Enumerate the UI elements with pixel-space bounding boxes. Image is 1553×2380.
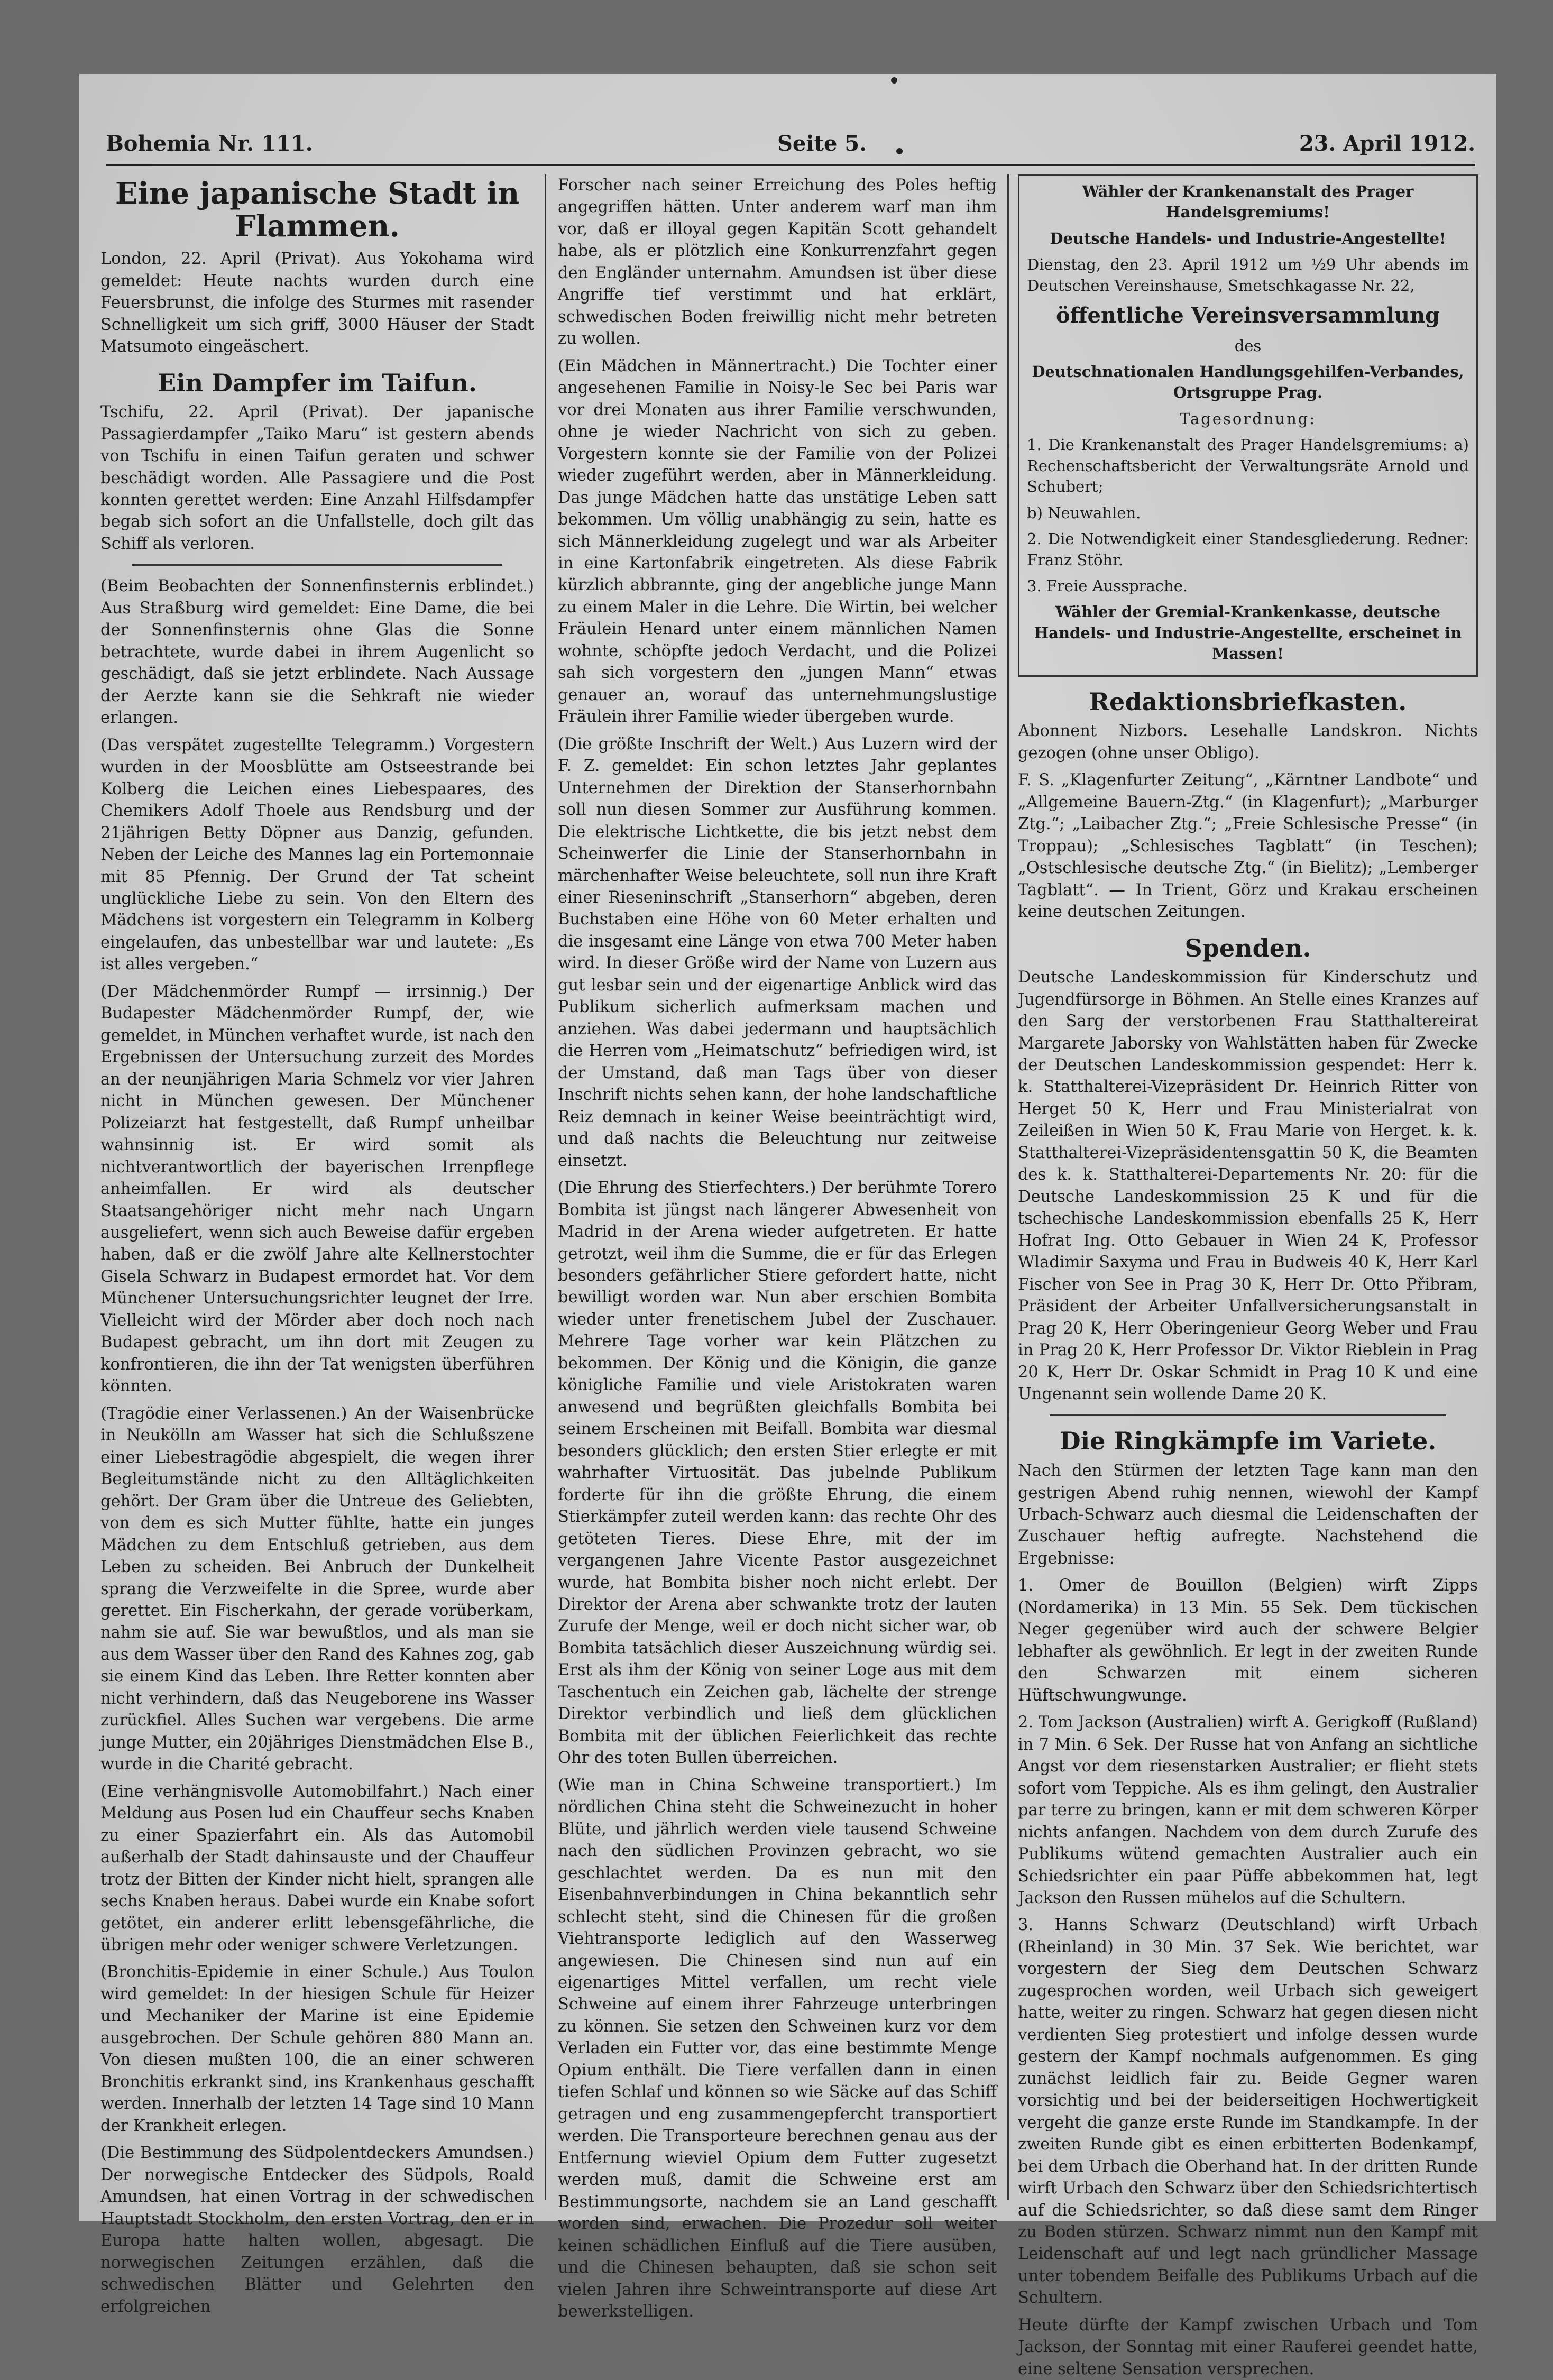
- column-rule: [545, 174, 546, 2200]
- column-3: [1018, 174, 1478, 2378]
- article-paragraph: Tschifu, 22. April (Privat). Der japanische Passagierdampfer „Taiko Maru“ ist gestern abends von Tschifu in einen Taifun geraten und schwer beschädigt worden. Alle Passagiere und die Post konnten gerettet werden: Eine Anzahl Hilfsdampfer begab sich sofort an die Unfallstelle, doch gilt das Schiff als verloren.: [100, 403, 534, 553]
- column-rule: [1007, 174, 1009, 2200]
- section-divider: [132, 564, 502, 566]
- meeting-announcement: [1018, 174, 1478, 677]
- announcement-line: Wähler der Gremial-Krankenkasse, deutsche Handels- und Industrie-Angestellte, erscheinet in Massen!: [1034, 603, 1462, 663]
- announcement-line: Deutsche Handels- und Industrie-Angestellte!: [1050, 229, 1446, 247]
- article-paragraph: (Die größte Inschrift der Welt.) Aus Luzern wird der F. Z. gemeldet: Ein schon letztes Jahr geplantes Unternehmen der Direktion der Stanserhornbahn soll nun diesen Sommer zur Ausführung kommen. Die elektrische Lichtkette, die bis jetzt nebst dem Scheinwerfer die Linie der Stanserhornbahn in märchenhafter Weise beleuchtete, soll nun ihre Kraft einer Rieseninschrift „Stanserhorn“ abgeben, deren Buchstaben eine Höhe von 60 Meter erhalten und die insgesamt eine Länge von etwa 700 Meter haben wird. In dieser Größe wird der Name von Luzern aus gut lesbar sein und der eigenartige Anblick wird das Publikum sicherlich aufmerksam machen und anziehen. Was dabei jedermann und hauptsächlich die Herren vom „Heimatschutz“ befriedigen wird, ist der Umstand, daß man Tags über von dieser Inschrift nichts sehen kann, der hohe landschaftliche Reiz demnach in keiner Weise beeinträchtigt wird, und daß nachts die Beleuchtung nur zeitweise einsetzt.: [558, 734, 997, 1170]
- article-paragraph: F. S. „Klagenfurter Zeitung“, „Kärntner Landbote“ und „Allgemeine Bauern-Ztg.“ (in Klagenfurt); „Marburger Ztg.“; „Laibacher Ztg.“; „Freie Schlesische Presse“ (in Troppau); „Schlesisches Tagblatt“ (in Teschen); „Ostschlesische deutsche Ztg.“ (in Bielitz); „Lemberger Tagblatt“. — In Trient, Görz und Krakau erscheinen keine deutschen Zeitungen.: [1018, 771, 1478, 922]
- article-paragraph: 3. Hanns Schwarz (Deutschland) wirft Urbach (Rheinland) in 30 Min. 37 Sek. Wie berichtet, war vorgestern der Sieg dem Deutschen Schwarz zugesprochen worden, weil Urbach sich geweigert hatte, weiter zu ringen. Schwarz hat gegen diesen nicht verdienten Sieg protestiert und infolge dessen wurde gestern der Kampf nochmals aufgenommen. Es ging zunächst leidlich fair zu. Beide Gegner waren vorsichtig und bei der beiderseitigen Hochwertigkeit vergeht die ganze erste Runde im Standkampfe. In der zweiten Runde gibt es einen erbitterten Bodenkampf, bei dem Urbach die Oberhand hat. In der dritten Runde wirft Urbach den Schwarz über den Schiedsrichtertisch auf die Schiedsrichter, so daß diese samt dem Ringer zu Boden stürzen. Schwarz nimmt nun den Kampf mit Leidenschaft auf und legt nach gründlicher Massage unter tobendem Beifalle des Publikums Urbach auf die Schultern.: [1018, 1916, 1478, 2308]
- article-paragraph: Forscher nach seiner Erreichung des Poles heftig angegriffen hätten. Unter anderem warf man ihm vor, daß er illoyal gegen Kapitän Scott gehandelt habe, als er plötzlich eine Konkurrenzfahrt gegen den Engländer unternahm. Amundsen ist über diese Angriffe tief verstimmt und hat erklärt, schwedischen Boden freiwillig nicht mehr betreten zu wollen.: [558, 176, 997, 348]
- article-paragraph: (Die Bestimmung des Südpolentdeckers Amundsen.) Der norwegische Entdecker des Südpols, Roald Amundsen, hat einen Vortrag in der schwedischen Hauptstadt Stockholm, den ersten Vortrag, den er in Europa hatte halten wollen, abgesagt. Die norwegischen Zeitungen erzählen, daß die schwedischen Blätter und Gelehrten den erfolgreichen: [100, 2144, 534, 2316]
- article-paragraph: Abonnent Nizbors. Lesehalle Landskron. Nichts gezogen (ohne unser Obligo).: [1018, 722, 1478, 762]
- article-headline: Eine japanische Stadt in Flammen.: [115, 176, 520, 244]
- announcement-line: Deutschnationalen Handlungsgehilfen-Verbandes, Ortsgruppe Prag.: [1032, 363, 1464, 402]
- announcement-line: des: [1234, 336, 1262, 355]
- masthead-left: Bohemia Nr. 111.: [106, 131, 313, 156]
- article-headline: Ein Dampfer im Taifun.: [158, 368, 477, 397]
- page-number: Seite 5.: [777, 131, 867, 156]
- article-paragraph: (Die Ehrung des Stierfechters.) Der berühmte Torero Bombita ist jüngst nach längerer Abwesenheit von Madrid in der Arena wieder aufgetreten. Er hatte getrotzt, weil ihm die Summe, die er für das Erlegen besonders gefährlicher Stiere gefordert hatte, nicht bewilligt worden war. Nun aber erschien Bombita wieder unter frenetischem Jubel der Zuschauer. Mehrere Tage vorher war kein Plätzchen zu bekommen. Der König und die Königin, die ganze königliche Familie und viele Aristokraten waren anwesend und begrüßten gleichfalls Bombita bei seinem Erscheinen mit Beifall. Bombita war diesmal besonders glücklich; den ersten Stier erlegte er mit wahrhafter Virtuosität. Das jubelnde Publikum forderte für ihn die größte Ehrung, die einem Stierkämpfer zuteil werden kann: das rechte Ohr des getöteten Tieres. Diese Ehre, mit der im vergangenen Jahre Vicente Pastor ausgezeichnet wurde, hat Bombita bisher noch nicht erlebt. Der Direktor der Arena aber schwankte trotz der lauten Zurufe der Menge, weil er doch nicht sicher war, ob Bombita tatsächlich dieser Auszeichnung würdig sei. Erst als ihm der König von seiner Loge aus mit dem Taschentuch ein Zeichen gab, lächelte der strenge Direktor verbindlich und ließ dem glücklichen Bombita mit der üblichen Feierlichkeit das rechte Ohr des toten Bullen überreichen.: [558, 1179, 997, 1768]
- masthead: [106, 127, 1475, 166]
- article-paragraph: Deutsche Landeskommission für Kinderschutz und Jugendfürsorge in Böhmen. An Stelle eines Kranzes auf den Sarg der verstorbenen Frau Statthaltereirat Margarete Jaborsky von Wahlstätten haben für Zwecke der Deutschen Landeskommission gespendet: Herr k. k. Statthalterei-Vizepräsident Dr. Heinrich Ritter von Herget 50 K, Herr und Frau Ministerialrat von Zeileißen in Wien 50 K, Frau Marie von Herget. k. k. Statthalterei-Vizepräsidentensgattin 50 K, die Beamten des k. k. Statthalterei-Departements Nr. 20: für die Deutsche Landeskommission 25 K und für die tschechische Landeskommission ebenfalls 25 K, Herr Hofrat Ing. Otto Gebauer in Wien 24 K, Professor Wladimir Saxyma und Frau in Budweis 40 K, Herr Karl Fischer von See in Prag 30 K, Herr Dr. Otto Přibram, Präsident der Arbeiter Unfallversicherungsanstalt in Prag 20 K, Herr Oberingenieur Georg Weber und Frau in Prag 20 K, Herr Professor Dr. Viktor Rieblein in Prag 20 K, Herr Dr. Oskar Schmidt in Prag 10 K und eine Ungenannt sein wollende Dame 20 K.: [1018, 968, 1478, 1404]
- article-headline: Die Ringkämpfe im Variete.: [1059, 1427, 1437, 1456]
- announcement-line: 3. Freie Aussprache.: [1027, 576, 1188, 595]
- article-paragraph: (Ein Mädchen in Männertracht.) Die Tochter einer angesehenen Familie in Noisy-le Sec bei Paris war vor drei Monaten aus ihrer Familie verschwunden, ohne je wieder Nachricht von sich zu geben. Vorgestern konnte sie der Familie von der Polizei wieder zugeführt werden, aber in Männerkleidung. Das junge Mädchen hatte das unstätige Leben satt bekommen. Um völlig unabhängig zu sein, hatte es sich Männerkleidung zugelegt und war als Arbeiter in eine Kartonfabrik eingetreten. Als diese Fabrik kürzlich abbrannte, ging der angebliche junge Mann zu einem Maler in die Lehre. Die Wirtin, bei welcher Fräulein Henard unter einem männlichen Namen wohnte, schöpfte jedoch Verdacht, und die Polizei sah sich vorgestern den „jungen Mann“ etwas genauer an, worauf das unternehmungslustige Fräulein ihrer Familie wieder übergeben wurde.: [558, 356, 997, 727]
- column-2: [558, 174, 997, 2321]
- article-paragraph: (Wie man in China Schweine transportiert.) Im nördlichen China steht die Schweinezucht in hoher Blüte, und jährlich werden viele tausend Schweine nach den südlichen Provinzen gebracht, wo sie geschlachtet werden. Da es nun mit den Eisenbahnverbindungen in China bekanntlich sehr schlecht steht, sind die Chinesen für die großen Viehtransporte lediglich auf den Wasserweg angewiesen. Die Chinesen sind nun auf ein eigenartiges Mittel verfallen, um recht viele Schweine auf einem ihrer Fahrzeuge unterbringen zu können. Sie setzen den Schweinen kurz vor dem Verladen ein Futter vor, das eine bestimmte Menge Opium enthält. Die Tiere verfallen dann in einen tiefen Schlaf und können so wie Säcke auf das Schiff getragen und eng zusammengepfercht transportiert werden. Die Transporteure berechnen genau aus der Entfernung wieviel Opium dem Futter zugesetzt werden muß, damit die Schweine erst am Bestimmungsorte, nachdem sie an Land geschafft worden sind, erwachen. Die Prozedur soll weiter keinen schädlichen Einfluß auf die Tiere ausüben, und die Chinesen behaupten, daß sie schon seit vielen Jahren ihre Schweintransporte auf diese Art bewerkstelligen.: [558, 1776, 997, 2321]
- article-paragraph: (Bronchitis-Epidemie in einer Schule.) Aus Toulon wird gemeldet: In der hiesigen Schule für Heizer und Mechaniker der Marine ist eine Epidemie ausgebrochen. Der Schule gehören 880 Mann an. Von diesen mußten 100, die an einer schweren Bronchitis erkrankt sind, ins Krankenhaus geschafft werden. Innerhalb der letzten 14 Tage sind 10 Mann der Krankheit erlegen.: [100, 1963, 534, 2135]
- article-paragraph: (Eine verhängnisvolle Automobilfahrt.) Nach einer Meldung aus Posen lud ein Chauffeur sechs Knaben zu einer Spazierfahrt ein. Als das Automobil außerhalb der Stadt dahinsauste und der Chauffeur trotz der Bitten der Kinder nicht hielt, sprangen alle sechs Knaben heraus. Dabei wurde ein Knabe sofort getötet, ein anderer erlitt lebensgefährliche, die übrigen mehr oder weniger schwere Verletzungen.: [100, 1782, 534, 1954]
- issue-date: 23. April 1912.: [1299, 131, 1475, 156]
- article-headline: Redaktionsbriefkasten.: [1089, 687, 1407, 716]
- article-paragraph: London, 22. April (Privat). Aus Yokohama wird gemeldet: Heute nachts wurden durch eine Feuersbrunst, die infolge des Sturmes mit rasender Schnelligkeit um sich griff, 3000 Häuser der Stadt Matsumoto eingeäschert.: [100, 250, 534, 356]
- article-paragraph: Heute dürfte der Kampf zwischen Urbach und Tom Jackson, der Sonntag mit einer Rauferei geendet hatte, eine seltene Sensation versprechen.: [1018, 2315, 1478, 2378]
- announcement-line: Dienstag, den 23. April 1912 um ½9 Uhr abends im Deutschen Vereinshause, Smetschkagasse Nr. 22,: [1027, 255, 1469, 295]
- article-paragraph: (Der Mädchenmörder Rumpf — irrsinnig.) Der Budapester Mädchenmörder Rumpf, der, wie gemeldet, in München verhaftet wurde, ist nach den Ergebnissen der Untersuchung zurzeit des Mordes an der neunjährigen Maria Schmelz vor vier Jahren nicht in München gewesen. Der Münchener Polizeiarzt hat festgestellt, daß Rumpf unheilbar wahnsinnig ist. Er wird somit als nichtverantwortlich der bayerischen Irrenpflege anheimfallen. Er wird als deutscher Staatsangehöriger nicht mehr nach Ungarn ausgeliefert, wenn sich auch Beweise dafür ergeben haben, daß er die zwölf Jahre alte Kellnerstochter Gisela Schwarz in Budapest ermordet hat. Vor dem Münchener Untersuchungsrichter leugnet der Irre. Vielleicht wird der Mörder aber doch noch nach Budapest gebracht, um ihn dort mit Zeugen zu konfrontieren, die ihn der Tat wenigsten überführen könnten.: [100, 982, 534, 1396]
- announcement-line: öffentliche Vereinsversammlung: [1055, 303, 1440, 328]
- ink-spot: [891, 77, 897, 84]
- article-paragraph: Nach den Stürmen der letzten Tage kann man den gestrigen Abend ruhig nennen, wiewohl der Kampf Urbach-Schwarz auch diesmal die Leidenschaften der Zuschauer heftig aufregte. Nachstehend die Ergebnisse:: [1018, 1462, 1478, 1568]
- article-headline: Spenden.: [1184, 933, 1311, 962]
- announcement-line: Wähler der Krankenanstalt des Prager Handelsgremiums!: [1082, 182, 1414, 222]
- column-1: [100, 174, 534, 2316]
- article-paragraph: 2. Tom Jackson (Australien) wirft A. Gerigkoff (Rußland) in 7 Min. 6 Sek. Der Russe hat von Anfang an sichtliche Angst vor dem riesenstarken Australier; er flieht stets sofort vom Teppiche. Als es ihm gelingt, den Australier par terre zu bringen, kann er mit dem schweren Körper nichts anfangen. Nachdem von dem durch Zurufe des Publikums wütend gemachten Australier auch ein Schiedsrichter ein paar Püffe abbekommen hat, legt Jackson den Russen mühelos auf die Schultern.: [1018, 1713, 1478, 1907]
- article-paragraph: (Beim Beobachten der Sonnenfinsternis erblindet.) Aus Straßburg wird gemeldet: Eine Dame, die bei der Sonnenfinsternis ohne Glas die Sonne betrachtete, wurde dabei in ihrem Augenlicht so geschädigt, daß sie jetzt erblindete. Nach Aussage der Aerzte kann sie die Sehkraft nie wieder erlangen.: [100, 577, 534, 728]
- announcement-line: Tagesordnung:: [1179, 409, 1317, 428]
- announcement-line: 1. Die Krankenanstalt des Prager Handelsgremiums: a) Rechenschaftsbericht der Verwaltungsräte Arnold und Schubert;: [1027, 436, 1469, 496]
- announcement-line: b) Neuwahlen.: [1027, 503, 1141, 522]
- section-divider: [1050, 1414, 1446, 1416]
- article-paragraph: (Das verspätet zugestellte Telegramm.) Vorgestern wurden in der Moosblütte am Ostseestrande bei Kolberg die Leichen eines Liebespaares, des Chemikers Adolf Thoele aus Rendsburg und der 21jährigen Betty Döpner aus Danzig, gefunden. Neben der Leiche des Mannes lag ein Portemonnaie mit 85 Pfennig. Der Grund der Tat scheint unglückliche Liebe zu sein. Von den Eltern des Mädchens ist vorgestern ein Telegramm in Kolberg eingelaufen, das unbestellbar war und lautete: „Es ist alles vergeben.“: [100, 736, 534, 974]
- article-paragraph: 1. Omer de Bouillon (Belgien) wirft Zipps (Nordamerika) in 13 Min. 55 Sek. Dem tückischen Neger gegenüber wird auch der schwere Belgier lebhafter als gewöhnlich. Er legt in der zweiten Runde den Schwarzen mit einem sicheren Hüftschwungwunge.: [1018, 1576, 1478, 1705]
- newspaper-page: [79, 74, 1496, 2378]
- article-paragraph: (Tragödie einer Verlassenen.) An der Waisenbrücke in Neukölln am Wasser hat sich die Schlußszene einer Liebestragödie abgespielt, die wegen ihrer Begleitumstände nicht zu den Alltäglichkeiten gehört. Der Gram über die Untreue des Geliebten, von dem es sich Mutter fühlte, hatte ein junges Mädchen zu dem Entschluß getrieben, aus dem Leben zu scheiden. Bei Anbruch der Dunkelheit sprang die Verzweifelte in die Spree, wurde aber gerettet. Ein Fischerkahn, der gerade vorüberkam, nahm sie auf. Sie war bewußtlos, und als man sie aus dem Wasser über den Rand des Kahnes zog, gab sie einem Kind das Leben. Ihre Retter konnten aber nicht verhindern, daß das Neugeborene ins Wasser zurückfiel. Alles Suchen war vergebens. Die arme junge Mutter, ein 20jähriges Dienstmädchen Else B., wurde in die Charité gebracht.: [100, 1404, 534, 1774]
- announcement-line: 2. Die Notwendigkeit einer Standesgliederung. Redner: Franz Stöhr.: [1027, 530, 1469, 569]
